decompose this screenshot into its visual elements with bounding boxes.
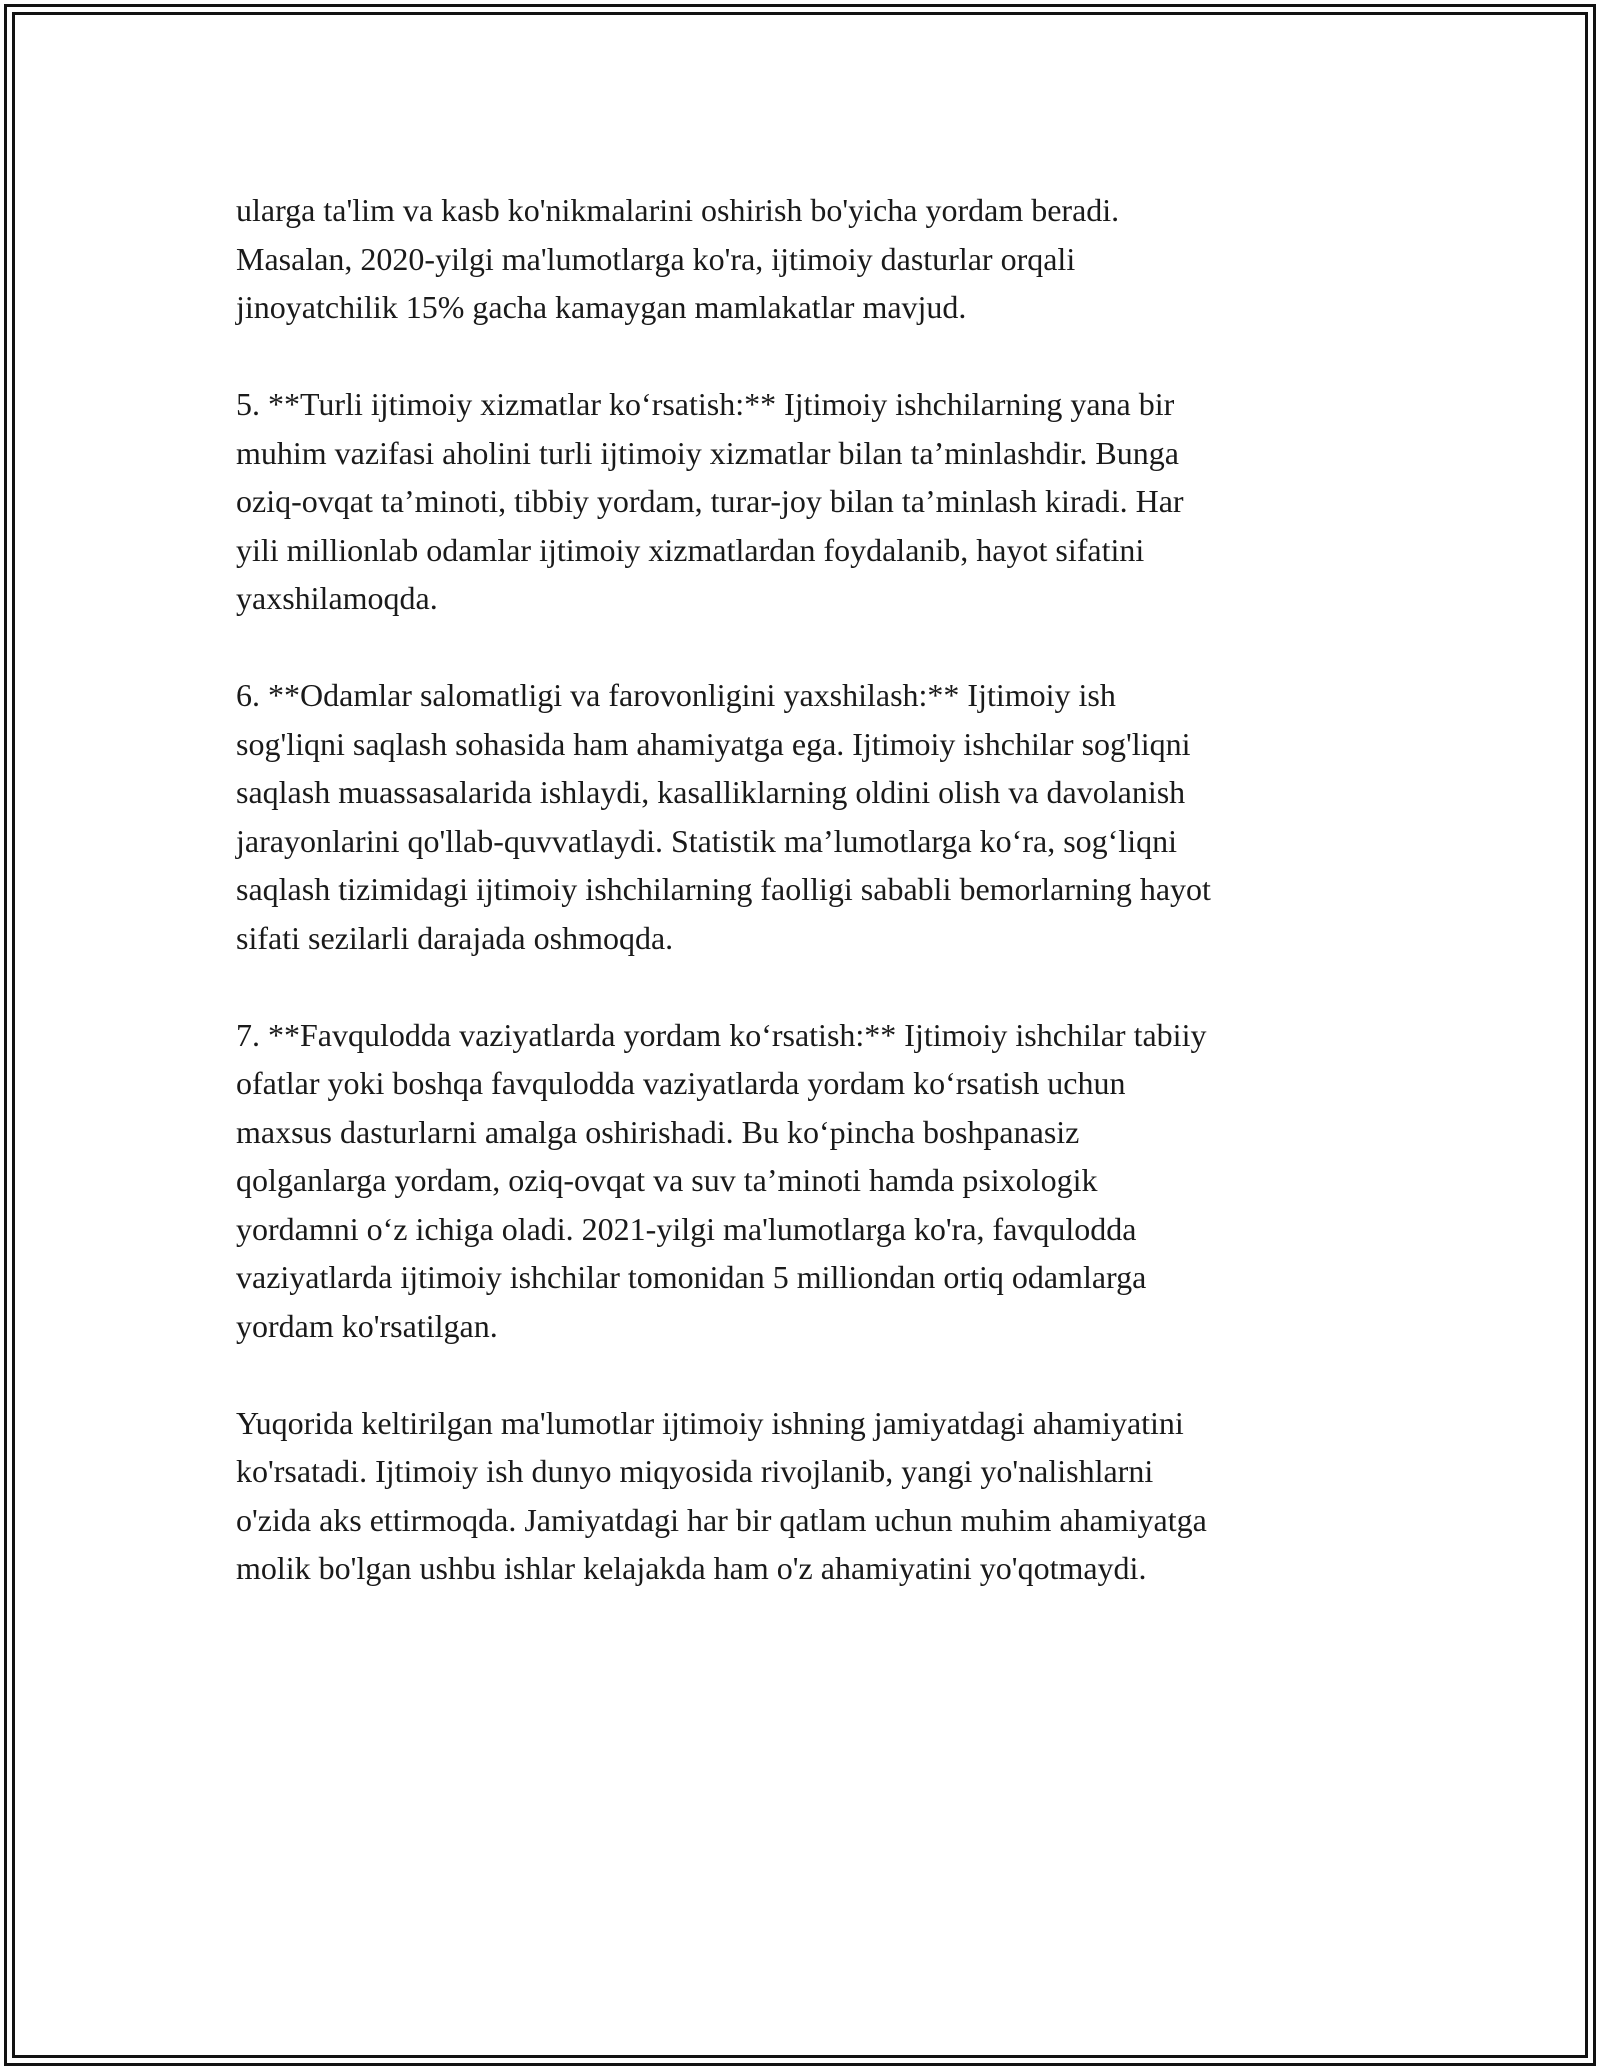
paragraph-conclusion: Yuqorida keltirilgan ma'lumotlar ijtimoiy ishning jamiyatdagi ahamiyatini ko'rsatadi. Ijtimoiy ish dunyo miqyosida rivojlanib, yangi yo'nalishlarni o'zida aks ettirmoqda. Jamiyatdagi har bir qatlam uchun muhim ahamiyatga molik bo'lgan ushbu ishlar kelajakda ham o'z ahamiyatini yo'qotmaydi. <box>236 1404 1207 1586</box>
paragraph-intro-continuation: ularga ta'lim va kasb ko'nikmalarini oshirish bo'yicha yordam beradi. Masalan, 2020-yilgi ma'lumotlarga ko'ra, ijtimoiy dasturlar orqali jinoyatchilik 15% gacha kamaygan mamlakatlar mavjud. <box>236 192 1120 325</box>
paragraph-item-7: 7. **Favqulodda vaziyatlarda yordam ko‘rsatish:** Ijtimoiy ishchilar tabiiy ofatlar yoki boshqa favqulodda vaziyatlarda yordam ko‘rsatish uchun maxsus dasturlarni amalga oshirishadi. Bu ko‘pincha boshpanasiz qolganlarga yordam, oziq-ovqat va suv ta’minoti hamda psixologik yordamni o‘z ichiga oladi. 2021-yilgi ma'lumotlarga ko'ra, favqulodda vaziyatlarda ijtimoiy ishchilar tomonidan 5 milliondan ortiq odamlarga yordam ko'rsatilgan. <box>236 1016 1207 1344</box>
document-body <box>236 186 1364 1593</box>
paragraph-item-6: 6. **Odamlar salomatligi va farovonligini yaxshilash:** Ijtimoiy ish sog'liqni saqlash sohasida ham ahamiyatga ega. Ijtimoiy ishchilar sog'liqni saqlash muassasalarida ishlaydi, kasalliklarning oldini olish va davolanish jarayonlarini qo'llab-quvvatlaydi. Statistik ma’lumotlarga ko‘ra, sog‘liqni saqlash tizimidagi ijtimoiy ishchilarning faolligi sababli bemorlarning hayot sifati sezilarli darajada oshmoqda. <box>236 677 1211 956</box>
paragraph-item-5: 5. **Turli ijtimoiy xizmatlar ko‘rsatish:** Ijtimoiy ishchilarning yana bir muhim vazifasi aholini turli ijtimoiy xizmatlar bilan ta’minlashdir. Bunga oziq-ovqat ta’minoti, tibbiy yordam, turar-joy bilan ta’minlash kiradi. Har yili millionlab odamlar ijtimoiy xizmatlardan foydalanib, hayot sifatini yaxshilamoqda. <box>236 386 1184 616</box>
